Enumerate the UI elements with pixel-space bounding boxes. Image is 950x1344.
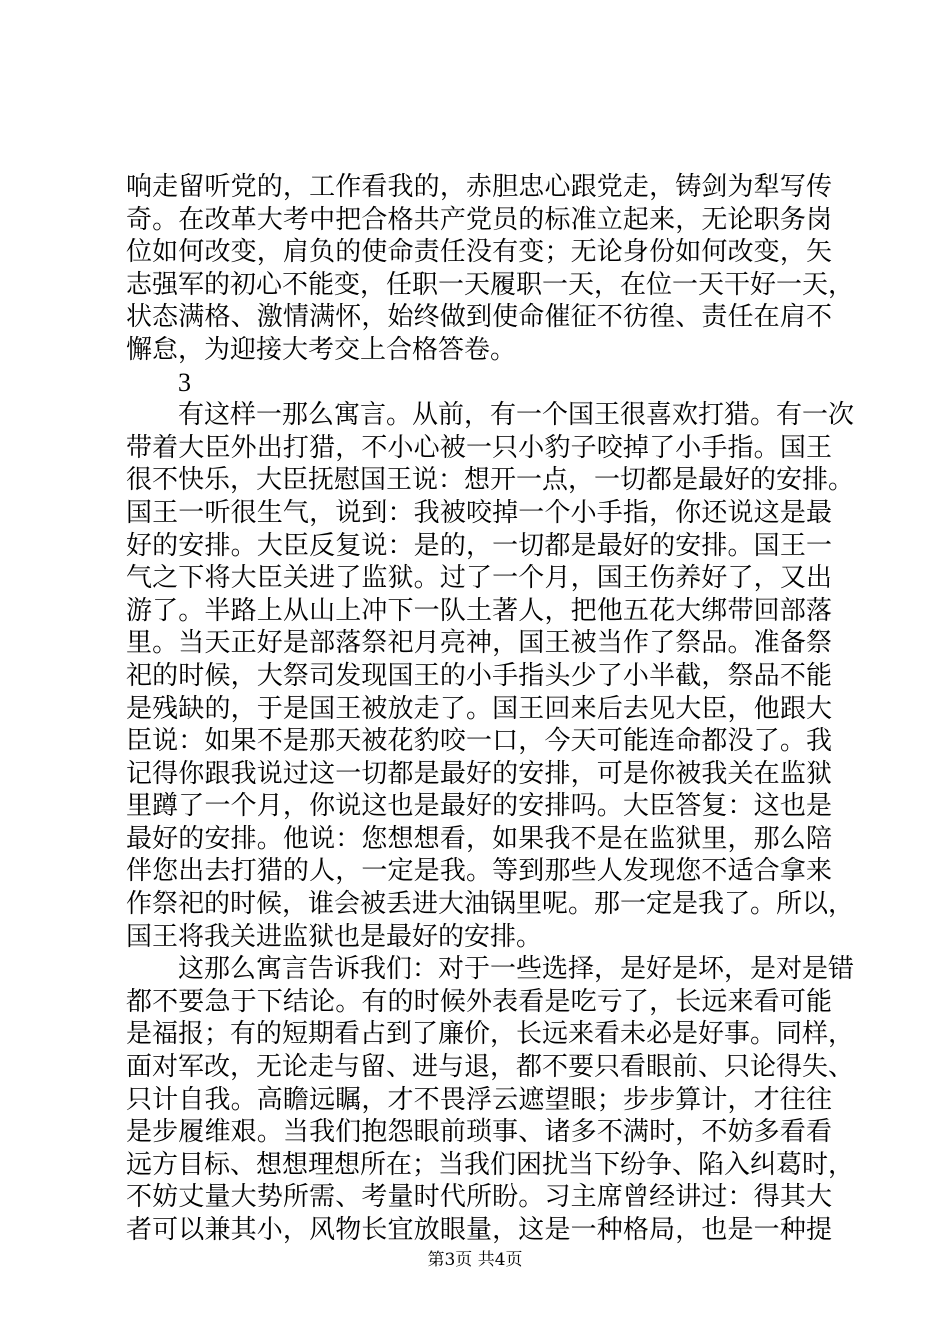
text-line: 气之下将大臣关进了监狱。过了一个月，国王伤养好了，又出 xyxy=(126,563,832,594)
text-line: 国王将我关进监狱也是最好的安排。 xyxy=(126,921,543,952)
text-line: 国王一听很生气，说到：我被咬掉一个小手指，你还说这是最 xyxy=(126,497,832,528)
text-line: 臣说：如果不是那天被花豹咬一口，今天可能连命都没了。我 xyxy=(126,726,832,757)
text-line: 记得你跟我说过这一切都是最好的安排，可是你被我关在监狱 xyxy=(126,758,832,789)
text-line: 是步履维艰。当我们抱怨眼前琐事、诸多不满时，不妨多看看 xyxy=(126,1117,832,1148)
text-line: 祀的时候，大祭司发现国王的小手指头少了小半截，祭品不能 xyxy=(126,660,832,691)
text-line: 位如何改变，肩负的使命责任没有变；无论身份如何改变，矢 xyxy=(126,237,832,268)
text-line: 志强军的初心不能变，任职一天履职一天，在位一天干好一天， xyxy=(126,269,855,300)
text-line: 奇。在改革大考中把合格共产党员的标准立起来，无论职务岗 xyxy=(126,204,832,235)
text-line: 有这样一那么寓言。从前，有一个国王很喜欢打猎。有一次 xyxy=(178,400,855,431)
page-footer: 第3页 共4页 xyxy=(427,1250,523,1270)
section-number: 3 xyxy=(178,367,191,397)
text-line: 作祭祀的时候，谁会被丢进大油锅里呢。那一定是我了。所以， xyxy=(126,889,855,920)
text-line: 懈怠，为迎接大考交上合格答卷。 xyxy=(126,334,517,365)
paragraph-2 xyxy=(126,399,855,953)
text-line: 带着大臣外出打猎，不小心被一只小豹子咬掉了小手指。国王 xyxy=(126,432,832,463)
text-line: 好的安排。大臣反复说：是的，一切都是最好的安排。国王一 xyxy=(126,530,832,561)
text-line: 这那么寓言告诉我们：对于一些选择，是好是坏，是对是错 xyxy=(178,954,855,985)
text-line: 状态满格、激情满怀，始终做到使命催征不彷徨、责任在肩不 xyxy=(126,302,832,333)
text-line: 者可以兼其小，风物长宜放眼量，这是一种格局，也是一种提 xyxy=(126,1215,832,1245)
text-line: 里。当天正好是部落祭祀月亮神，国王被当作了祭品。准备祭 xyxy=(126,628,832,659)
text-line: 是残缺的，于是国王被放走了。国王回来后去见大臣，他跟大 xyxy=(126,693,832,724)
text-line: 只计自我。高瞻远瞩，才不畏浮云遮望眼；步步算计，才往往 xyxy=(126,1084,832,1115)
text-line: 都不要急于下结论。有的时候外表看是吃亏了，长远来看可能 xyxy=(126,986,832,1017)
text-line: 里蹲了一个月，你说这也是最好的安排吗。大臣答复：这也是 xyxy=(126,791,832,822)
paragraph-3 xyxy=(126,953,855,1246)
text-line: 不妨丈量大势所需、考量时代所盼。习主席曾经讲过：得其大 xyxy=(126,1182,832,1213)
text-line: 很不快乐，大臣抚慰国王说：想开一点，一切都是最好的安排。 xyxy=(126,465,855,496)
text-line: 伴您出去打猎的人，一定是我。等到那些人发现您不适合拿来 xyxy=(126,856,832,887)
document-body xyxy=(126,171,855,1247)
text-line: 是福报；有的短期看占到了廉价，长远来看未必是好事。同样， xyxy=(126,1019,855,1050)
paragraph-1 xyxy=(126,171,855,367)
text-line: 游了。半路上从山上冲下一队土著人，把他五花大绑带回部落 xyxy=(126,595,832,626)
text-line: 面对军改，无论走与留、进与退，都不要只看眼前、只论得失、 xyxy=(126,1052,855,1083)
text-line: 最好的安排。他说：您想想看，如果我不是在监狱里，那么陪 xyxy=(126,823,832,854)
text-line: 响走留听党的，工作看我的，赤胆忠心跟党走，铸剑为犁写传 xyxy=(126,172,832,202)
text-line: 远方目标、想想理想所在；当我们困扰当下纷争、陷入纠葛时， xyxy=(126,1149,855,1180)
